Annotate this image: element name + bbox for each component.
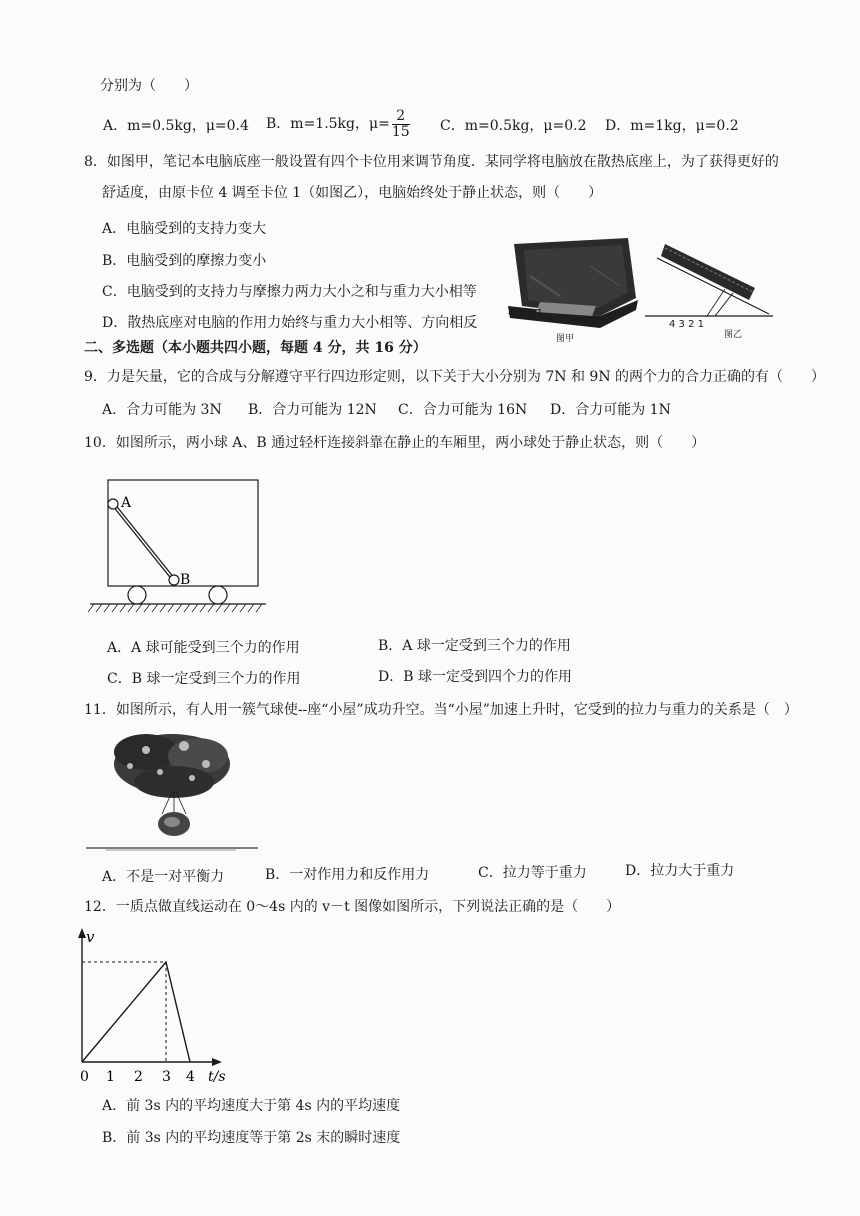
fig-b-ticks: 4 3 2 1 [669,319,704,330]
wheel-right [209,586,227,604]
tick-label-4: 4 [186,1069,195,1085]
q11-option-c: C．拉力等于重力 [478,865,587,881]
q10-option-d: D．B 球一定受到四个力的作用 [378,669,572,685]
laptop-photo-figure [500,236,642,342]
tick-label-1: 1 [106,1069,115,1085]
wheel-left [128,586,146,604]
q10-option-c: C．B 球一定受到三个力的作用 [107,671,301,687]
v-axis-arrow-icon [78,928,86,938]
t-axis-arrow-icon [212,1058,222,1066]
balloon-house-photo-figure [86,730,258,854]
q11-option-d: D．拉力大于重力 [625,863,735,879]
q7-option-d: D．m=1kg，μ=0.2 [605,118,739,134]
fig-a-caption: 图甲 [556,334,575,344]
q8-stem-line2: 舒适度，由原卡位 4 调至卡位 1（如图乙），电脑始终处于静止状态，则（ ） [102,185,603,201]
ball-b-label: B [180,572,191,588]
q11-stem: 11．如图所示，有人用一簇气球使--座“小屋”成功升空。当“小屋”加速上升时，它受到的拉力与重力的关系是（ ） [84,702,798,718]
q10-option-b: B．A 球一定受到三个力的作用 [378,638,571,654]
q10-option-a: A．A 球可能受到三个力的作用 [107,640,300,656]
carriage-figure [88,474,268,614]
q12-option-b: B．前 3s 内的平均速度等于第 2s 末的瞬时速度 [102,1130,401,1146]
vt-graph [66,926,246,1086]
section-2-heading: 二、多选题（本小题共四小题，每题 4 分，共 16 分） [84,340,427,356]
tick-label-2: 2 [134,1069,143,1085]
q11-option-b: B．一对作用力和反作用力 [265,867,430,883]
q10-stem: 10．如图所示，两小球 A、B 通过轻杆连接斜靠在静止的车厢里，两小球处于静止状态，则（ ） [84,435,706,451]
q8-option-d: D．散热底座对电脑的作用力始终与重力大小相等、方向相反 [102,315,478,331]
ball-a [108,499,118,509]
q7-option-b-text: B．m=1.5kg，μ= [266,116,390,132]
fig-a-ticks: 4 3 2 1 [508,308,543,319]
q9-option-b: B．合力可能为 12N [248,402,377,418]
vt-line [82,962,190,1062]
q9-option-d: D．合力可能为 1N [550,402,671,418]
q8-option-c: C．电脑受到的支持力与摩擦力两力大小之和与重力大小相等 [102,284,477,300]
q7-option-b-fraction [392,109,410,140]
v-axis-label: v [86,928,95,946]
fig-b-caption: 图乙 [724,330,743,340]
t-axis-label: t/s [208,1069,226,1085]
q9-option-a: A．合力可能为 3N [102,402,222,418]
q8-option-b: B．电脑受到的摩擦力变小 [102,253,267,269]
ball-a-label: A [121,495,132,511]
q8-stem-line1: 8．如图甲，笔记本电脑底座一般设置有四个卡位用来调节角度．某同学将电脑放在散热底座上，为了获得更好的 [84,154,779,170]
q7-stem-tail: 分别为（ ） [100,78,198,94]
q7-option-b [266,104,410,144]
ball-b [169,575,179,585]
q8-option-a: A．电脑受到的支持力变大 [102,221,267,237]
stand-side-view-figure [645,238,775,338]
q11-option-a: A．不是一对平衡力 [102,869,225,885]
q9-option-c: C．合力可能为 16N [398,402,528,418]
fraction-numerator: 2 [392,109,410,125]
tick-label-0: 0 [80,1069,89,1085]
q12-option-a: A．前 3s 内的平均速度大于第 4s 内的平均速度 [102,1098,401,1114]
fraction-denominator: 15 [391,123,410,140]
q9-stem: 9．力是矢量，它的合成与分解遵守平行四边形定则，以下关于大小分别为 7N 和 9N 的两个力的合力正确的有（ ） [84,369,826,385]
q12-stem: 12．一质点做直线运动在 0～4s 内的 v－t 图像如图所示，下列说法正确的是（ ） [84,899,621,915]
q7-option-c: C．m=0.5kg，μ=0.2 [440,118,587,134]
q7-option-a: A．m=0.5kg，μ=0.4 [103,118,249,134]
tick-label-3: 3 [162,1069,171,1085]
